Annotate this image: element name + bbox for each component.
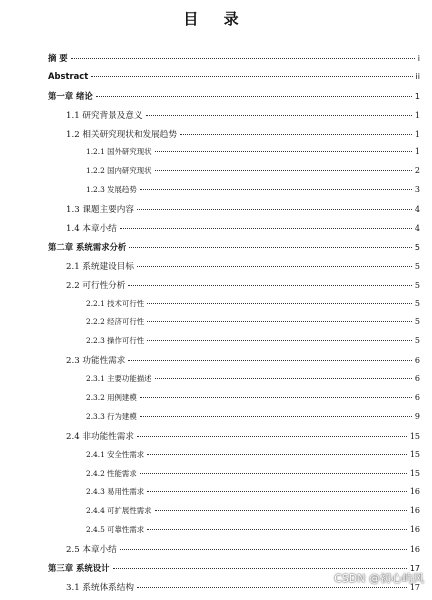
toc-entry-label: 2.1 系统建设目标 [66,261,134,272]
toc-entry-page: 6 [414,374,420,384]
toc-entry[interactable] [48,543,420,562]
toc-entry-page: 16 [409,525,420,535]
toc-entry-page: 1 [414,147,420,157]
toc-entry-label: 3.1 系统体系结构 [66,582,134,593]
toc-entry-page: i [417,54,420,63]
toc-entry[interactable] [48,279,420,298]
dot-leader [137,209,412,210]
toc-entry[interactable] [48,184,420,203]
dot-leader [129,247,412,248]
dot-leader [96,96,412,97]
toc-entry-page: 1 [414,129,420,139]
dot-leader [128,285,412,286]
dot-leader [140,416,412,417]
toc-entry[interactable] [48,449,420,468]
toc-entry-page: 5 [414,242,420,252]
toc-entry-page: 6 [414,356,420,366]
toc-entry-page: 5 [414,336,420,346]
dot-leader [120,228,412,229]
dot-leader [180,134,412,135]
toc-entry[interactable] [48,146,420,165]
dot-leader [147,454,407,455]
dot-leader [147,529,407,530]
toc-entry-page: 1 [414,110,420,120]
toc-entry-label: 2.4.2 性能需求 [86,468,137,478]
toc-entry-page: 15 [409,431,420,441]
toc-entry-page: 5 [414,298,420,308]
toc-entry-page: 15 [409,449,420,459]
toc-entry-label: 1.3 课题主要内容 [66,205,134,216]
dot-leader [147,303,412,304]
toc-entry-page: ii [415,71,420,81]
toc-entry[interactable] [48,165,420,184]
toc-entry-label: Abstract [48,70,89,81]
toc-entry-page: 16 [409,545,420,555]
dot-leader [140,189,412,190]
toc-entry[interactable] [48,71,420,90]
toc-entry[interactable] [48,354,420,373]
toc-entry[interactable] [48,486,420,505]
toc-entry-page: 17 [409,564,420,574]
toc-entry-page: 9 [414,411,420,421]
toc-entry[interactable] [48,109,420,128]
dot-leader [71,58,415,59]
dot-leader [155,378,412,379]
toc-entry[interactable] [48,373,420,392]
dot-leader [120,549,407,550]
toc-entry-label: 2.4.1 安全性需求 [86,449,145,459]
toc-entry[interactable] [48,316,420,335]
toc-entry-page: 5 [414,280,420,290]
dot-leader [155,510,407,511]
toc-entry-label: 2.4.3 易用性需求 [86,487,145,497]
watermark-text: CSDN @初心屿风 [334,572,424,585]
toc-entry[interactable] [48,468,420,487]
dot-leader [140,397,412,398]
toc-entry-page: 5 [414,261,420,271]
dot-leader [91,76,412,77]
toc-entry-label: 2.2.1 技术可行性 [86,298,145,308]
toc-entry-page: 5 [414,317,420,327]
dot-leader [147,491,407,492]
toc-entry-page: 16 [409,506,420,516]
dot-leader [137,436,407,437]
toc-entry-label: 摘 要 [48,53,68,63]
toc-entry[interactable] [48,392,420,411]
toc-entry[interactable] [48,430,420,449]
toc-entry[interactable] [48,298,420,317]
dot-leader [155,151,412,152]
toc-entry[interactable] [48,128,420,147]
toc-entry-label: 1.2.3 发展趋势 [86,185,137,195]
toc-entry-page: 17 [409,582,420,592]
toc-title: 目 录 [183,10,249,28]
toc-entry-label: 第一章 绪论 [48,90,93,101]
toc-entry[interactable] [48,505,420,524]
toc-entry-label: 2.5 本章小结 [66,545,117,556]
toc-entry[interactable] [48,411,420,430]
toc-entry-label: 第三章 系统设计 [48,563,110,574]
toc-entry[interactable] [48,90,420,109]
dot-leader [137,587,407,588]
toc-entry-label: 1.2.2 国内研究现状 [86,166,152,176]
toc-entry-label: 2.3.3 行为建模 [86,411,137,421]
toc-entry-label: 2.3.2 用例建模 [86,393,137,403]
dot-leader [155,170,412,171]
toc-entry[interactable] [48,260,420,279]
toc-entry-page: 15 [409,468,420,478]
toc-entry[interactable] [48,335,420,354]
dot-leader [147,340,412,341]
toc-entry-label: 1.2.1 国外研究现状 [86,147,152,157]
toc-entry-label: 1.4 本章小结 [66,224,117,235]
toc-entry-page: 3 [414,185,420,195]
toc-entry-label: 2.4.5 可靠性需求 [86,525,145,535]
toc-entry-label: 1.1 研究背景及意义 [66,110,143,121]
toc-entry[interactable] [48,524,420,543]
toc-entry-label: 2.3 功能性需求 [66,356,126,367]
toc-entry-page: 16 [409,487,420,497]
toc-entry-page: 2 [414,166,420,176]
toc-entry[interactable] [48,241,420,260]
toc-entry-label: 2.2.3 操作可行性 [86,336,145,346]
dot-leader [128,360,412,361]
toc-entry-label: 2.4.4 可扩展性需求 [86,506,152,516]
toc-entry-page: 1 [414,91,420,101]
dot-leader [137,266,412,267]
toc-entry[interactable] [48,203,420,222]
toc-entry-label: 2.2.2 经济可行性 [86,317,145,327]
dot-leader [140,473,407,474]
dot-leader [113,568,407,569]
toc-entry-label: 2.3.1 主要功能描述 [86,374,152,384]
toc-entry-label: 第二章 系统需求分析 [48,241,127,252]
watermark [334,570,424,586]
toc-list [48,52,420,600]
toc-entry-label: 1.2 相关研究现状和发展趋势 [66,129,177,140]
dot-leader [147,321,412,322]
toc-entry-page: 6 [414,393,420,403]
toc-entry-label: 2.4 非功能性需求 [66,431,134,442]
toc-entry[interactable] [48,52,420,71]
dot-leader [146,115,412,116]
toc-entry-label: 2.2 可行性分析 [66,280,126,291]
toc-entry[interactable] [48,222,420,241]
toc-entry-page: 4 [414,205,420,215]
toc-entry-page: 4 [414,224,420,234]
